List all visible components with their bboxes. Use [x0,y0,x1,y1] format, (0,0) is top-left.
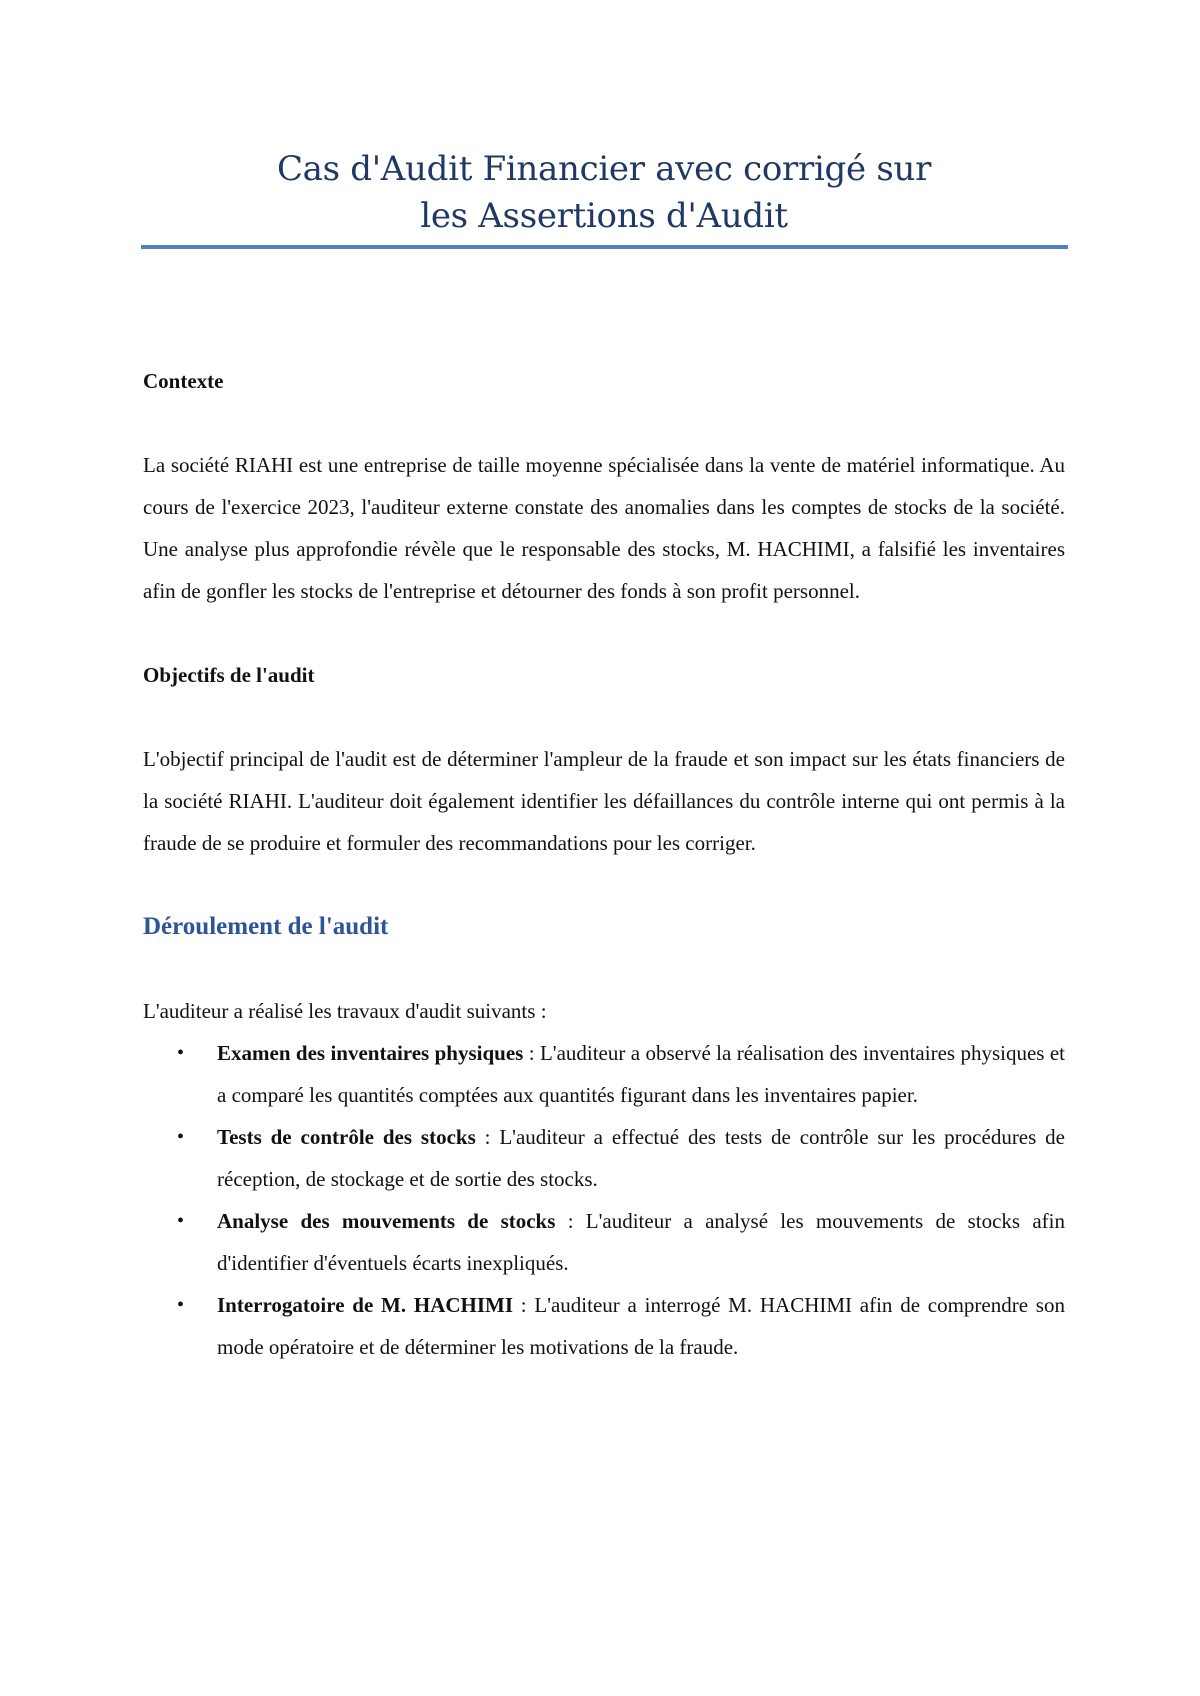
title-underline [141,245,1068,249]
audit-steps-list [143,1032,1065,1368]
bullet-icon: • [177,1294,185,1316]
contexte-paragraph: La société RIAHI est une entreprise de taille moyenne spécialisée dans la vente de matériel informatique. Au cours de l'exercice 2023, l'auditeur externe constate des anomalies dans les comptes de stocks de la société. Une analyse plus approfondie révèle que le responsable des stocks, M. HACHIMI, a falsifié les inventaires afin de gonfler les stocks de l'entreprise et détourner des fonds à son profit personnel. [143,453,1065,603]
bullet-icon: • [177,1042,185,1064]
list-item-text: : L'auditeur a interrogé M. HACHIMI afin de comprendre son mode opératoire et de déterminer les motivations de la fraude. [217,1293,1065,1359]
spacer [143,696,1065,738]
title-line-2: les Assertions d'Audit [420,196,788,236]
spacer [143,864,1065,906]
spacer [143,612,1065,654]
list-item-term: Analyse des mouvements de stocks [217,1209,556,1233]
deroulement-intro: L'auditeur a réalisé les travaux d'audit suivants : [143,999,547,1023]
objectifs-heading: Objectifs de l'audit [143,663,315,687]
list-item [177,1032,1066,1116]
list-item [177,1284,1065,1368]
spacer [143,402,1065,444]
list-item [177,1116,1066,1200]
list-item-term: Tests de contrôle des stocks [217,1125,476,1149]
deroulement-heading: Déroulement de l'audit [143,913,389,940]
list-item-term: Examen des inventaires physiques [217,1041,524,1065]
list-item-text: : L'auditeur a analysé les mouvements de stocks afin d'identifier d'éventuels écarts inexpliqués. [217,1209,1065,1275]
title-line-1: Cas d'Audit Financier avec corrigé sur [276,149,932,189]
contexte-heading: Contexte [143,369,224,393]
document-body [143,360,1065,1368]
document-title [141,146,1067,240]
spacer [143,948,1065,990]
list-item-text: : L'auditeur a effectué des tests de contrôle sur les procédures de réception, de stockage et de sortie des stocks. [217,1125,1066,1191]
bullet-icon: • [177,1126,185,1148]
objectifs-paragraph: L'objectif principal de l'audit est de déterminer l'ampleur de la fraude et son impact sur les états financiers de la société RIAHI. L'auditeur doit également identifier les défaillances du contrôle interne qui ont permis à la fraude de se produire et formuler des recommandations pour les corriger. [143,747,1065,855]
bullet-icon: • [177,1210,185,1232]
list-item-term: Interrogatoire de M. HACHIMI [217,1293,514,1317]
list-item-text: : L'auditeur a observé la réalisation des inventaires physiques et a comparé les quantités comptées aux quantités figurant dans les inventaires papier. [217,1041,1066,1107]
list-item [177,1200,1065,1284]
